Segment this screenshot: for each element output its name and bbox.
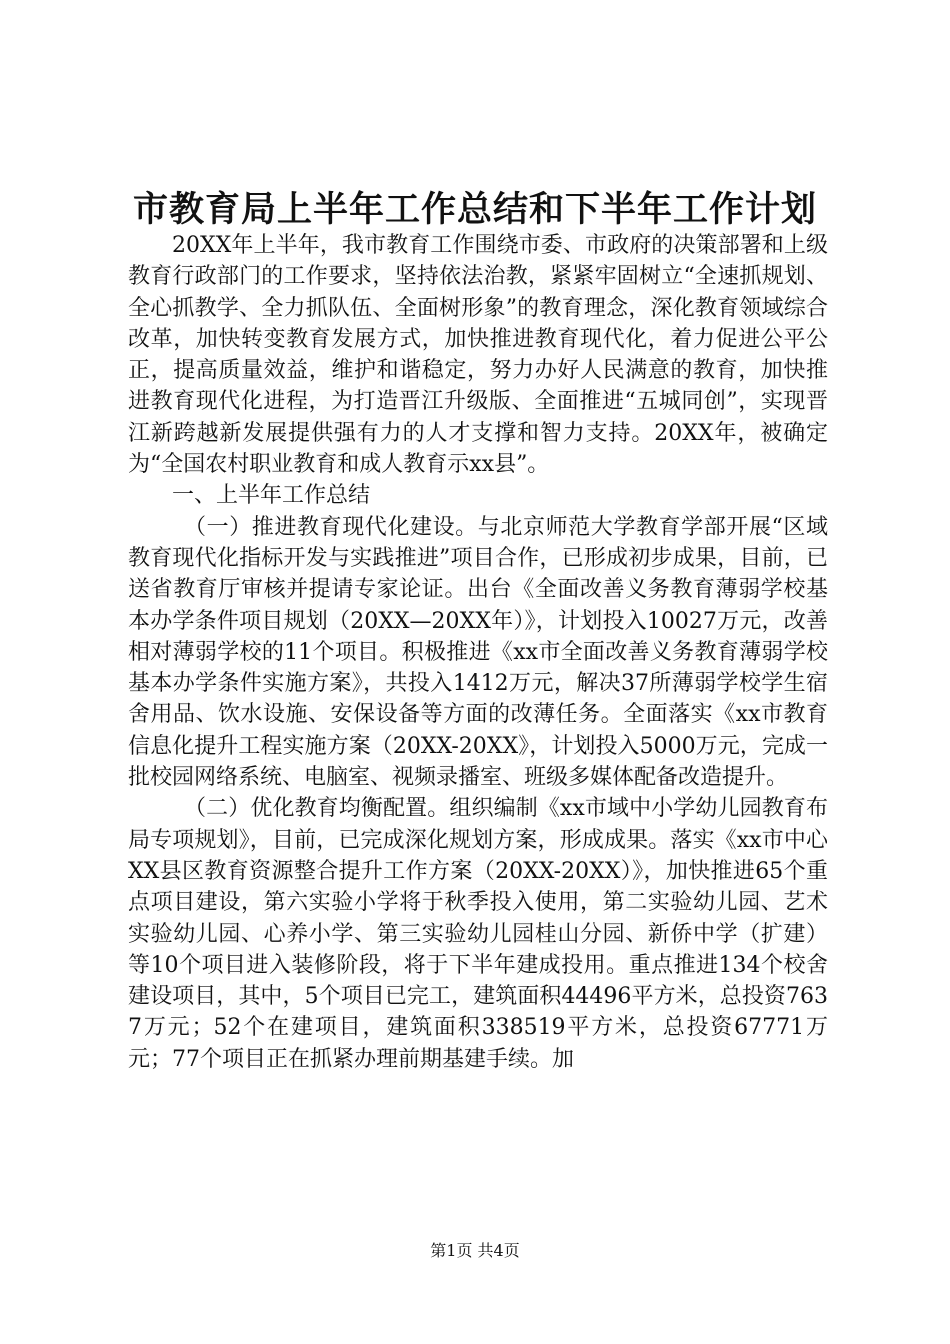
intro-paragraph: 20XX年上半年，我市教育工作围绕市委、市政府的决策部署和上级教育行政部门的工作要求，坚持依法治教，紧紧牢固树立“全速抓规划、全心抓教学、全力抓队伍、全面树形象”的教育理念，深化教育领域综合改革，加快转变教育发展方式，加快推进教育现代化，着力促进公平公正，提高质量效益，维护和谐稳定，努力办好人民满意的教育，加快推进教育现代化进程，为打造晋江升级版、全面推进“五城同创”，实现晋江新跨越新发展提供强有力的人才支撑和智力支持。20XX年，被确定为“全国农村职业教育和成人教育示xx县”。 [128,233,828,478]
document-body [128,230,828,1075]
document-title: 市教育局上半年工作总结和下半年工作计划 [132,189,817,230]
body-paragraph-2: （二）优化教育均衡配置。组织编制《xx市域中小学幼儿园教育布局专项规划》，目前，已完成深化规划方案，形成成果。落实《xx市中心XX县区教育资源整合提升工作方案（20XX-20XX）》，加快推进65个重点项目建设，第六实验小学将于秋季投入使用，第二实验幼儿园、艺术实验幼儿园、心养小学、第三实验幼儿园桂山分园、新侨中学（扩建）等10个项目进入装修阶段，将于下半年建成投用。重点推进134个校舍建设项目，其中，5个项目已完工，建筑面积44496平方米，总投资7637万元；52个在建项目，建筑面积338519平方米，总投资67771万元；77个项目正在抓紧办理前期基建手续。加 [128,796,828,1072]
page-number-footer: 第1页 共4页 [430,1241,520,1260]
body-paragraph-1: （一）推进教育现代化建设。与北京师范大学教育学部开展“区域教育现代化指标开发与实践推进”项目合作，已形成初步成果，目前，已送省教育厅审核并提请专家论证。出台《全面改善义务教育薄弱学校基本办学条件项目规划（20XX—20XX年）》，计划投入10027万元，改善相对薄弱学校的11个项目。积极推进《xx市全面改善义务教育薄弱学校基本办学条件实施方案》，共投入1412万元，解决37所薄弱学校学生宿舍用品、饮水设施、安保设备等方面的改薄任务。全面落实《xx市教育信息化提升工程实施方案（20XX-20XX》，计划投入5000万元，完成一批校园网络系统、电脑室、视频录播室、班级多媒体配备改造提升。 [128,514,828,791]
section-heading: 一、上半年工作总结 [172,483,371,509]
